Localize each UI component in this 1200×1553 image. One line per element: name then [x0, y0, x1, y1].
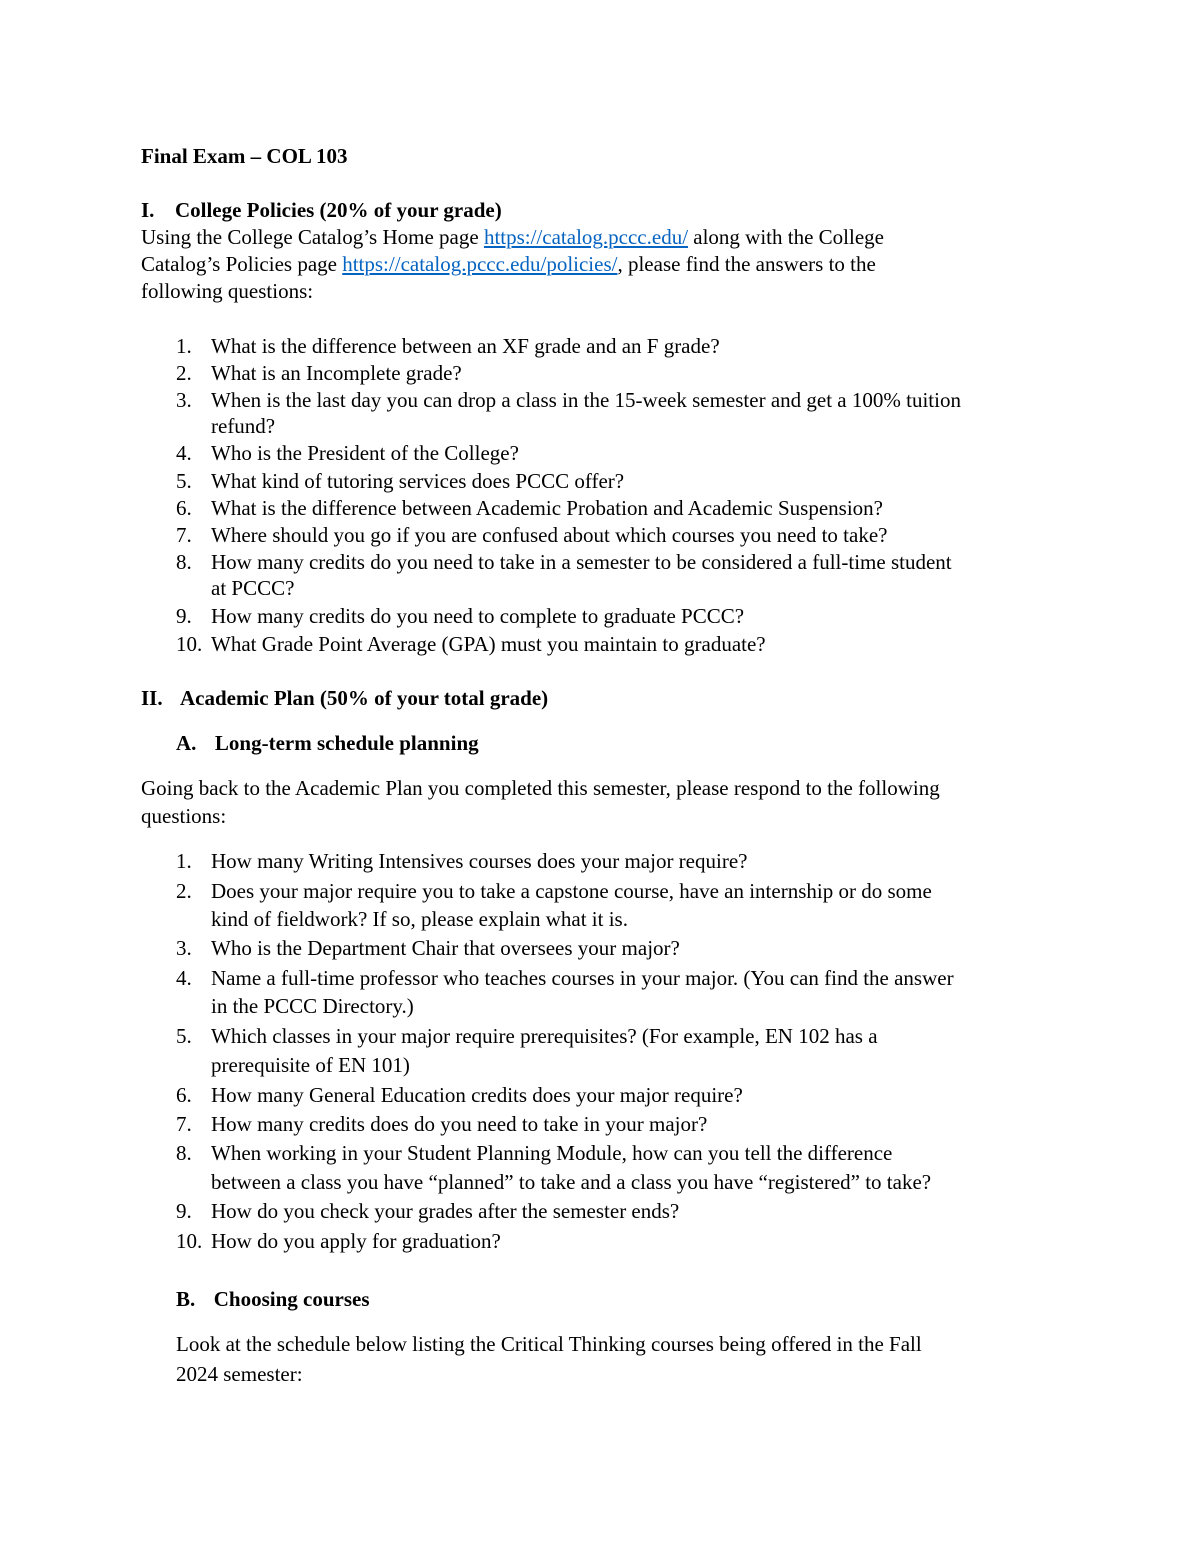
- list-text: between a class you have “planned” to take and a class you have “registered” to take?: [211, 1170, 932, 1194]
- subsection-b-title: Choosing courses: [213, 1287, 370, 1311]
- list-number: 2.: [176, 879, 192, 903]
- list-text: When working in your Student Planning Module, how can you tell the difference: [211, 1141, 893, 1165]
- section-1-intro-line-3: following questions:: [141, 279, 314, 303]
- list-text: What is the difference between an XF grade and an F grade?: [211, 334, 720, 358]
- list-text: How do you apply for graduation?: [211, 1229, 501, 1253]
- intro-text: along with the College: [688, 225, 884, 249]
- intro-text: Using the College Catalog’s Home page: [141, 225, 484, 249]
- section-1-intro-line-1: [141, 224, 884, 251]
- list-number: 7.: [176, 523, 192, 547]
- list-text: Name a full-time professor who teaches courses in your major. (You can find the answer: [211, 966, 954, 990]
- list-number: 8.: [176, 550, 192, 574]
- section-1-number: I.: [141, 198, 155, 222]
- list-number: 5.: [176, 1024, 192, 1048]
- list-text: at PCCC?: [211, 576, 295, 600]
- list-number: 3.: [176, 936, 192, 960]
- list-text: How do you check your grades after the semester ends?: [211, 1199, 680, 1223]
- subsection-a-intro-line-2: questions:: [141, 804, 227, 828]
- list-text: What is the difference between Academic Probation and Academic Suspension?: [211, 496, 883, 520]
- list-text: What is an Incomplete grade?: [211, 361, 462, 385]
- list-number: 9.: [176, 1199, 192, 1223]
- list-text: How many Writing Intensives courses does your major require?: [211, 849, 748, 873]
- list-text: Which classes in your major require prerequisites? (For example, EN 102 has a: [211, 1024, 878, 1048]
- list-text: When is the last day you can drop a class in the 15-week semester and get a 100% tuition: [211, 388, 961, 412]
- subsection-a-heading: [176, 730, 479, 757]
- list-number: 1.: [176, 334, 192, 358]
- list-text: What kind of tutoring services does PCCC offer?: [211, 469, 625, 493]
- list-text: refund?: [211, 414, 276, 438]
- list-number: 2.: [176, 361, 192, 385]
- section-2-title: Academic Plan (50% of your total grade): [179, 686, 549, 710]
- catalog-home-link[interactable]: https://catalog.pccc.edu/: [483, 225, 689, 249]
- list-number: 10.: [176, 1229, 203, 1253]
- section-2-number: II.: [141, 686, 163, 710]
- section-1-heading: [141, 197, 502, 224]
- list-text: How many credits do you need to complete to graduate PCCC?: [211, 604, 745, 628]
- section-1-intro-line-2: [141, 251, 876, 278]
- subsection-b-intro-line-1: Look at the schedule below listing the Critical Thinking courses being offered in the Fall: [176, 1332, 922, 1356]
- list-text: in the PCCC Directory.): [211, 994, 414, 1018]
- list-text: Who is the President of the College?: [211, 441, 519, 465]
- subsection-a-intro-line-1: Going back to the Academic Plan you completed this semester, please respond to the following: [141, 776, 940, 800]
- list-number: 5.: [176, 469, 192, 493]
- subsection-a-title: Long-term schedule planning: [214, 731, 479, 755]
- intro-text: , please find the answers to the: [617, 252, 876, 276]
- list-number: 7.: [176, 1112, 192, 1136]
- list-text: Does your major require you to take a capstone course, have an internship or do some: [211, 879, 932, 903]
- section-1-title: College Policies (20% of your grade): [174, 198, 502, 222]
- catalog-policies-link[interactable]: https://catalog.pccc.edu/policies/: [342, 252, 618, 276]
- section-2-heading: [141, 685, 548, 712]
- list-number: 1.: [176, 849, 192, 873]
- list-text: Who is the Department Chair that oversees your major?: [211, 936, 680, 960]
- subsection-b-heading: [176, 1286, 370, 1313]
- list-number: 8.: [176, 1141, 192, 1165]
- list-number: 9.: [176, 604, 192, 628]
- list-number: 6.: [176, 1083, 192, 1107]
- list-number: 4.: [176, 441, 192, 465]
- subsection-b-letter: B.: [176, 1287, 196, 1311]
- intro-text: Catalog’s Policies page: [141, 252, 343, 276]
- subsection-b-intro-line-2: 2024 semester:: [176, 1362, 303, 1386]
- list-text: kind of fieldwork? If so, please explain what it is.: [211, 907, 628, 931]
- list-number: 4.: [176, 966, 192, 990]
- page-title: Final Exam – COL 103: [141, 144, 348, 168]
- list-number: 3.: [176, 388, 192, 412]
- list-text: How many credits does do you need to take in your major?: [211, 1112, 708, 1136]
- list-text: How many credits do you need to take in a semester to be considered a full-time student: [211, 550, 952, 574]
- list-number: 10.: [176, 632, 203, 656]
- list-text: prerequisite of EN 101): [211, 1053, 410, 1077]
- list-text: How many General Education credits does your major require?: [211, 1083, 743, 1107]
- list-text: Where should you go if you are confused about which courses you need to take?: [211, 523, 888, 547]
- list-number: 6.: [176, 496, 192, 520]
- list-text: What Grade Point Average (GPA) must you maintain to graduate?: [211, 632, 766, 656]
- subsection-a-letter: A.: [176, 731, 197, 755]
